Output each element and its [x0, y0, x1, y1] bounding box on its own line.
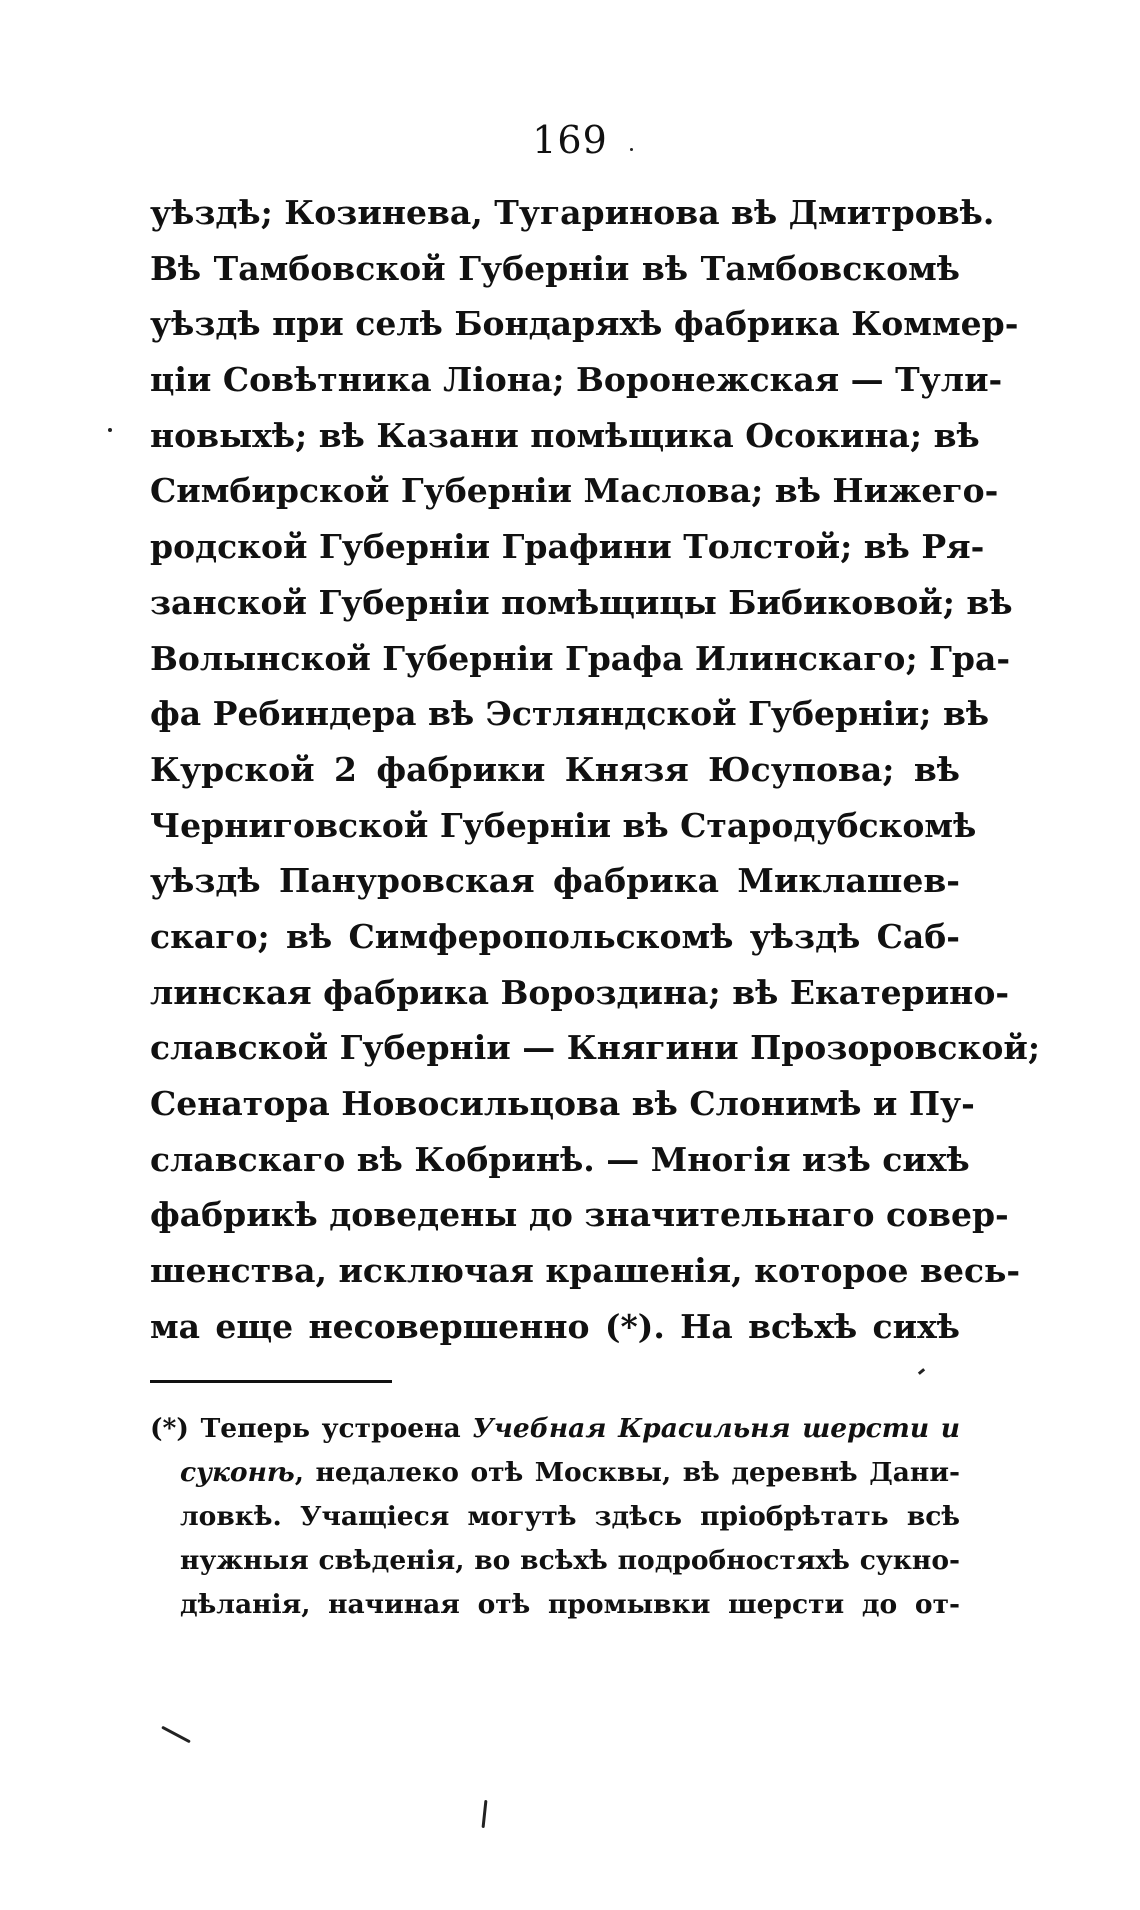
text-line: шенства, исключая крашенія, которое весь- [150, 1251, 1021, 1291]
text-line: Курской 2 фабрики Князя Юсупова; вѣ [150, 749, 960, 789]
footnote-line [150, 1407, 960, 1451]
text-line: ціи Совѣтника Ліона; Воронежская — Тули- [150, 360, 1003, 400]
text-line: уѣздѣ при селѣ Бондаряхѣ фабрика Коммер- [150, 304, 1019, 344]
text-line: славскаго вѣ Кобринѣ. — Многія изѣ сихѣ [150, 1139, 970, 1179]
footnote-line: ловкѣ. Учащіеся могутѣ здѣсь пріобрѣтать всѣ [180, 1501, 960, 1532]
text-line: родской Губерніи Графини Толстой; вѣ Ря- [150, 527, 985, 567]
text-line: Сенатора Новосильцова вѣ Слонимѣ и Пу- [150, 1084, 975, 1123]
text-line: славской Губерніи — Княгини Прозоровской; [150, 1028, 1041, 1068]
text-line: уѣздѣ Пануровская фабрика Миклашев- [150, 861, 960, 901]
text-line: линская фабрика Вороздина; вѣ Екатерино- [150, 972, 1010, 1012]
footnote-italic-text: суконѣ [180, 1457, 295, 1488]
text-line: Волынской Губерніи Графа Илинскаго; Гра- [150, 638, 1011, 678]
speck-mark [918, 1368, 925, 1375]
footnote-text: , недалеко отѣ Москвы, вѣ деревнѣ Дани- [294, 1457, 960, 1488]
page-number: 169 [532, 118, 608, 162]
main-text [150, 185, 1041, 1354]
text-line: Черниговской Губерніи вѣ Стародубскомѣ [150, 805, 977, 845]
footnote-line: нужныя свѣденія, во всѣхѣ подробностяхѣ сукно- [180, 1545, 960, 1576]
footnote-italic-text: Учебная Красильня шерсти и [472, 1413, 960, 1444]
text-line: скаго; вѣ Симферопольскомѣ уѣздѣ Саб- [150, 916, 960, 956]
text-line: фабрикѣ доведены до значительнаго совер- [150, 1195, 1009, 1235]
footnote-text: (*) Теперь устроена [150, 1413, 473, 1444]
text-line: фа Ребиндера вѣ Эстляндской Губерніи; вѣ [150, 694, 990, 734]
speck-mark [108, 428, 112, 432]
stray-mark [161, 1726, 191, 1744]
text-line: ма еще несовершенно (*). На всѣхѣ сихѣ [150, 1306, 960, 1346]
speck-mark [630, 148, 633, 151]
footnote-line: дѣланія, начиная отѣ промывки шерсти до от- [180, 1589, 960, 1620]
footnote-line [150, 1451, 960, 1495]
text-line: уѣздѣ; Козинева, Тугаринова вѣ Дмитровѣ. [150, 193, 995, 232]
footnote [150, 1407, 960, 1627]
text-line: Вѣ Тамбовской Губерніи вѣ Тамбовскомѣ [150, 248, 960, 288]
footnote-divider [150, 1380, 392, 1383]
text-line: новыхѣ; вѣ Казани помѣщика Осокина; вѣ [150, 415, 980, 455]
text-line: Симбирской Губерніи Маслова; вѣ Нижего- [150, 471, 999, 511]
text-line: занской Губерніи помѣщицы Бибиковой; вѣ [150, 582, 1013, 622]
stray-mark [482, 1800, 488, 1828]
